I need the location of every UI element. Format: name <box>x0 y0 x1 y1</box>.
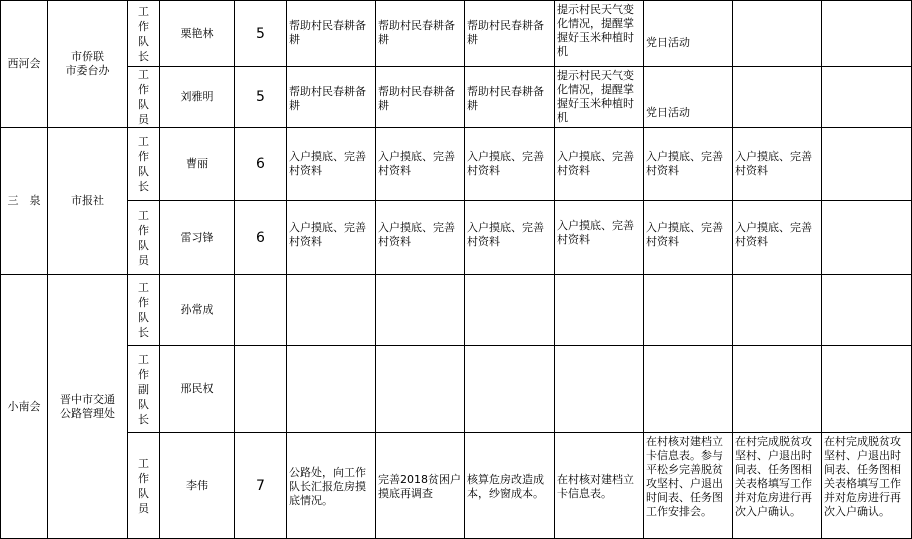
daily-entry-cell <box>465 275 555 346</box>
daily-entry-cell <box>465 0 555 67</box>
village-name-cell <box>0 275 48 539</box>
daily-entry-cell <box>555 67 644 128</box>
member-role-cell-text: 工作队员 <box>138 456 149 515</box>
daily-entry-cell-text: 提示村民天气变化情况，提醒掌握好玉米种植时机 <box>557 3 634 58</box>
daily-entry-cell <box>822 346 912 433</box>
member-role-cell <box>128 433 160 539</box>
daily-entry-cell-text: 入户摸底、完善村资料 <box>289 221 366 248</box>
member-name-cell <box>160 433 235 539</box>
daily-entry-cell <box>555 346 644 433</box>
daily-entry-cell-text: 公路处，向工作队长汇报危房摸底情况。 <box>289 465 366 507</box>
daily-entry-cell-text: 提示村民天气变化情况，提醒掌握好玉米种植时机 <box>557 69 634 124</box>
daily-entry-cell <box>376 0 465 67</box>
daily-entry-cell <box>465 346 555 433</box>
work-days-cell <box>235 67 287 128</box>
work-days-cell <box>235 0 287 67</box>
daily-entry-cell-text: 党日活动 <box>646 35 690 49</box>
daily-entry-cell <box>644 67 733 128</box>
work-days-cell-text: 6 <box>256 156 265 172</box>
daily-entry-cell-text: 帮助村民春耕备耕 <box>378 19 455 46</box>
daily-entry-cell-text: 在村核对建档立卡信息表。 <box>557 472 634 500</box>
work-unit-cell <box>48 0 128 128</box>
daily-entry-cell <box>733 128 822 201</box>
daily-entry-cell-text: 核算危房改造成本，纱窗成本。 <box>467 472 544 500</box>
daily-entry-cell-text: 在村核对建档立卡信息表。参与平松乡完善脱贫攻坚村、户退出时间表、任务图工作安排会。 <box>646 435 723 518</box>
member-name-cell <box>160 346 235 433</box>
daily-entry-cell <box>287 0 376 67</box>
daily-entry-cell <box>376 201 465 275</box>
work-unit-cell-text: 市侨联 市委台办 <box>65 50 110 77</box>
daily-entry-cell-text: 入户摸底、完善村资料 <box>735 150 812 177</box>
daily-entry-cell <box>822 128 912 201</box>
daily-entry-cell <box>376 275 465 346</box>
member-role-cell-text: 工作队员 <box>138 68 149 126</box>
daily-entry-cell <box>822 433 912 539</box>
daily-entry-cell-text: 帮助村民春耕备耕 <box>289 85 366 112</box>
member-role-cell-text: 工作副队长 <box>138 352 149 426</box>
daily-entry-cell <box>555 0 644 67</box>
work-days-cell-text: 6 <box>256 229 265 246</box>
daily-entry-cell <box>465 433 555 539</box>
daily-entry-cell <box>733 201 822 275</box>
daily-entry-cell-text: 帮助村民春耕备耕 <box>467 85 544 112</box>
daily-entry-cell-text: 帮助村民春耕备耕 <box>378 85 455 112</box>
daily-entry-cell <box>555 275 644 346</box>
daily-entry-cell <box>376 346 465 433</box>
member-name-cell-text: 孙常成 <box>180 303 214 316</box>
daily-entry-cell <box>733 433 822 539</box>
daily-entry-cell <box>465 128 555 201</box>
member-name-cell <box>160 275 235 346</box>
member-name-cell <box>160 201 235 275</box>
village-name-cell-text: 小南会 <box>7 399 41 413</box>
daily-entry-cell <box>644 128 733 201</box>
daily-entry-cell <box>644 275 733 346</box>
daily-entry-cell <box>822 275 912 346</box>
member-role-cell <box>128 275 160 346</box>
village-name-cell-text: 西河会 <box>7 57 41 70</box>
daily-entry-cell-text: 在村完成脱贫攻坚村、户退出时间表、任务图相关表格填写工作并对危房进行再次入户确认。 <box>824 435 901 518</box>
member-role-cell <box>128 201 160 275</box>
member-name-cell <box>160 67 235 128</box>
daily-entry-cell <box>376 128 465 201</box>
member-name-cell <box>160 0 235 67</box>
member-name-cell-text: 雷习锋 <box>180 230 214 244</box>
daily-entry-cell <box>822 0 912 67</box>
daily-entry-cell-text: 入户摸底、完善村资料 <box>378 150 455 177</box>
member-role-cell-text: 工作队长 <box>138 281 149 339</box>
member-role-cell-text: 工作队长 <box>138 135 149 193</box>
daily-entry-cell <box>376 433 465 539</box>
daily-entry-cell <box>555 128 644 201</box>
work-days-cell <box>235 275 287 346</box>
member-name-cell-text: 栗艳林 <box>180 26 214 40</box>
member-role-cell-text: 工作队员 <box>138 208 149 267</box>
daily-entry-cell <box>733 0 822 67</box>
daily-entry-cell-text: 入户摸底、完善村资料 <box>378 221 455 248</box>
daily-entry-cell-text: 入户摸底、完善村资料 <box>646 221 723 248</box>
daily-entry-cell-text: 入户摸底、完善村资料 <box>467 221 544 248</box>
daily-entry-cell <box>287 346 376 433</box>
work-days-cell-text: 7 <box>256 477 265 494</box>
daily-entry-cell <box>287 433 376 539</box>
village-name-cell <box>0 128 48 275</box>
daily-entry-cell-text: 完善2018贫困户摸底再调查 <box>378 472 461 500</box>
daily-entry-cell <box>287 128 376 201</box>
work-days-cell <box>235 346 287 433</box>
daily-entry-cell-text: 入户摸底、完善村资料 <box>735 221 812 248</box>
daily-entry-cell-text: 入户摸底、完善村资料 <box>557 219 634 246</box>
member-role-cell <box>128 128 160 201</box>
village-name-cell-text: 三 泉 <box>7 194 41 207</box>
daily-entry-cell <box>465 67 555 128</box>
daily-entry-cell <box>644 433 733 539</box>
member-role-cell <box>128 346 160 433</box>
member-role-cell <box>128 67 160 128</box>
member-name-cell-text: 曹丽 <box>186 157 208 170</box>
daily-entry-cell-text: 入户摸底、完善村资料 <box>289 150 366 177</box>
work-days-cell-text: 5 <box>256 89 265 105</box>
work-days-cell <box>235 128 287 201</box>
member-name-cell-text: 刘雅明 <box>180 90 214 103</box>
work-unit-cell-text: 晋中市交通 公路管理处 <box>60 392 115 420</box>
member-name-cell <box>160 128 235 201</box>
daily-entry-cell-text: 入户摸底、完善村资料 <box>557 150 634 177</box>
daily-entry-cell <box>733 67 822 128</box>
member-role-cell-text: 工作队长 <box>138 4 149 63</box>
daily-entry-cell <box>644 0 733 67</box>
daily-entry-cell <box>287 201 376 275</box>
daily-entry-cell-text: 入户摸底、完善村资料 <box>467 150 544 177</box>
daily-entry-cell-text: 帮助村民春耕备耕 <box>289 19 366 46</box>
daily-entry-cell <box>376 67 465 128</box>
daily-entry-cell <box>822 201 912 275</box>
village-name-cell <box>0 0 48 128</box>
member-name-cell-text: 邢民权 <box>180 382 214 395</box>
work-unit-cell <box>48 128 128 275</box>
member-role-cell <box>128 0 160 67</box>
daily-entry-cell <box>733 346 822 433</box>
work-days-cell <box>235 201 287 275</box>
daily-entry-cell <box>555 201 644 275</box>
daily-entry-cell <box>822 67 912 128</box>
work-days-cell-text: 5 <box>256 25 265 42</box>
daily-entry-cell <box>644 346 733 433</box>
daily-entry-cell <box>733 275 822 346</box>
daily-entry-cell <box>287 275 376 346</box>
daily-entry-cell <box>555 433 644 539</box>
work-unit-cell <box>48 275 128 539</box>
member-name-cell-text: 李伟 <box>186 478 208 492</box>
daily-entry-cell <box>465 201 555 275</box>
daily-entry-cell <box>287 67 376 128</box>
daily-entry-cell-text: 入户摸底、完善村资料 <box>646 150 723 177</box>
daily-entry-cell-text: 党日活动 <box>646 106 690 119</box>
work-unit-cell-text: 市报社 <box>71 194 104 207</box>
daily-entry-cell-text: 帮助村民春耕备耕 <box>467 19 544 46</box>
daily-entry-cell-text: 在村完成脱贫攻坚村、户退出时间表、任务图相关表格填写工作并对危房进行再次入户确认。 <box>735 435 812 518</box>
daily-entry-cell <box>644 201 733 275</box>
work-days-cell <box>235 433 287 539</box>
